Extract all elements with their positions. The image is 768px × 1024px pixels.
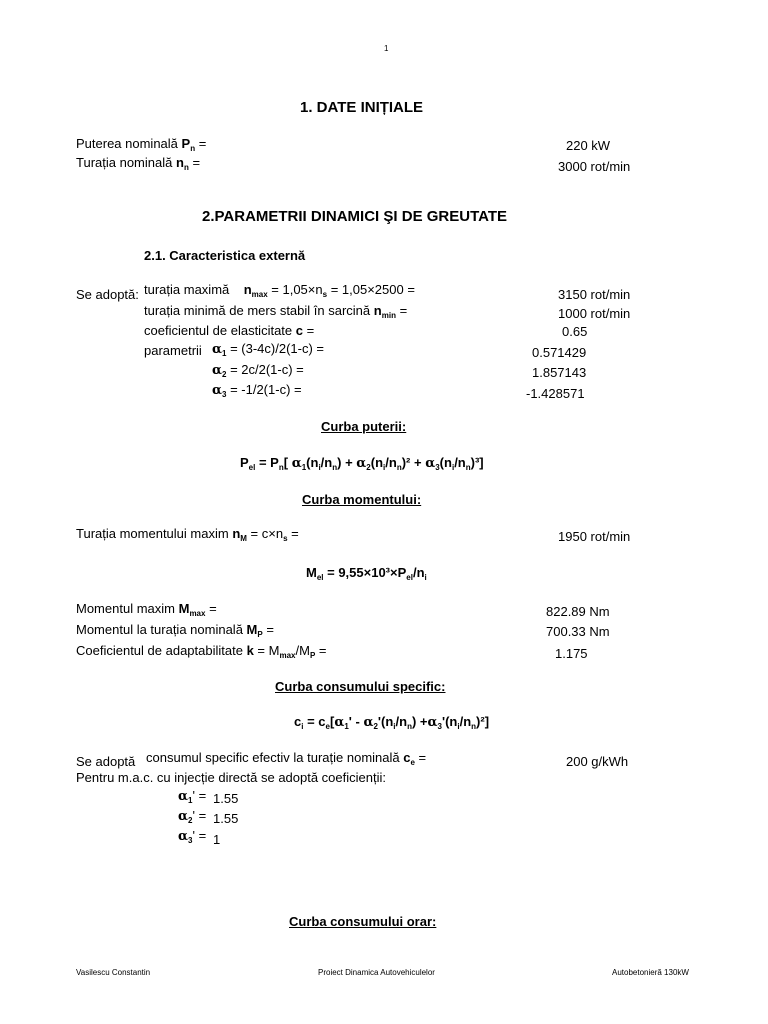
nmax-value: 3150 rot/min <box>558 287 631 302</box>
footer-project: Proiect Dinamica Autovehiculelor <box>318 968 435 977</box>
ce-row: consumul specific efectiv la turație nominală $c_e$ = <box>146 750 427 767</box>
alpha3-value: -1.428571 <box>526 386 585 401</box>
nmin-row: turația minimă de mers stabil în sarcină $n_{min}$ = <box>144 303 408 320</box>
alpha1-row: $\alpha_1 = (3-4c)/2(1-c)$ = <box>212 341 324 358</box>
moment-nominal-value: 700.33 Nm <box>546 624 610 639</box>
turatia-moment-max-value: 1950 rot/min <box>558 529 631 544</box>
alpha3-prime-value: 1 <box>213 832 221 847</box>
alpha1-prime-value: 1.55 <box>213 791 239 806</box>
turatia-nominala-value: 3000 rot/min <box>558 159 631 174</box>
puterea-nominala-value: 220 kW <box>566 138 611 153</box>
page-number: 1 <box>384 44 389 53</box>
turatia-moment-max-label: Turația momentului maxim $n_M = c\times n_s$ = <box>76 526 299 543</box>
curba-consumului-heading: Curba consumului specific: <box>275 679 446 694</box>
ce-value: 200 g/kWh <box>566 754 629 769</box>
alpha1-prime-row: $\alpha_1'$ = <box>178 788 207 805</box>
nmax-row: turația maximă $n_{max} = 1,05\times n_s = 1,05\times 2500$ = <box>144 282 415 299</box>
moment-max-label: Momentul maxim $M_{max}$ = <box>76 601 217 618</box>
curba-momentului-formula: $M_{el} = 9,55\times 10^3\times P_{el}/n_i$ <box>306 565 427 582</box>
se-adopta-ce-label: Se adoptă <box>76 754 136 769</box>
nmin-value: 1000 rot/min <box>558 306 631 321</box>
parametrii-label: parametrii <box>144 343 202 358</box>
curba-puterii-heading: Curba puterii: <box>321 419 407 434</box>
coef-adaptabilitate-label: Coeficientul de adaptabilitate $k = M_{max}/M_P$ = <box>76 643 327 660</box>
moment-max-value: 822.89 Nm <box>546 604 610 619</box>
se-adopta-label: Se adoptă: <box>76 287 139 302</box>
curba-momentului-heading: Curba momentului: <box>302 492 422 507</box>
c-value: 0.65 <box>562 324 588 339</box>
curba-orar-heading: Curba consumului orar: <box>289 914 437 929</box>
alpha1-value: 0.571429 <box>532 345 587 360</box>
puterea-nominala-label: Puterea nominală $P_n$ = <box>76 136 207 153</box>
turatia-nominala-label: Turația nominală $n_n$ = <box>76 155 201 172</box>
mac-text: Pentru m.a.c. cu injecție directă se adoptă coeficienții: <box>76 770 386 785</box>
curba-puterii-formula: $P_{el} = P_n$[ $\alpha_1(n_i/n_n) + \alpha_2(n_i/n_n)^2 + \alpha_3(n_i/n_n)^3$] <box>240 455 484 472</box>
curba-consumului-formula: $c_i = c_e[\alpha_1' - \alpha_2'(n_i/n_n) +\alpha_3'(n_i/n_n)^2]$ <box>294 714 490 731</box>
alpha2-prime-value: 1.55 <box>213 811 239 826</box>
alpha3-row: $\alpha_3 = -1/2(1-c)$ = <box>212 382 302 399</box>
section1-title: 1. DATE INIȚIALE <box>300 99 424 116</box>
alpha2-prime-row: $\alpha_2'$ = <box>178 808 207 825</box>
c-row: coeficientul de elasticitate c = <box>144 323 315 338</box>
alpha2-value: 1.857143 <box>532 365 587 380</box>
coef-adaptabilitate-value: 1.175 <box>555 646 588 661</box>
footer-author: Vasilescu Constantin <box>76 968 151 977</box>
alpha3-prime-row: $\alpha_3'$ = <box>178 828 207 845</box>
alpha2-row: $\alpha_2 = 2c/2(1-c)$ = <box>212 362 304 379</box>
footer-subject: Autobetonieră 130kW <box>612 968 689 977</box>
section2-subtitle: 2.1. Caracteristica externă <box>144 248 306 263</box>
moment-nominal-label: Momentul la turația nominală $M_P$ = <box>76 622 274 639</box>
section2-title: 2.PARAMETRII DINAMICI ŞI DE GREUTATE <box>202 208 508 225</box>
